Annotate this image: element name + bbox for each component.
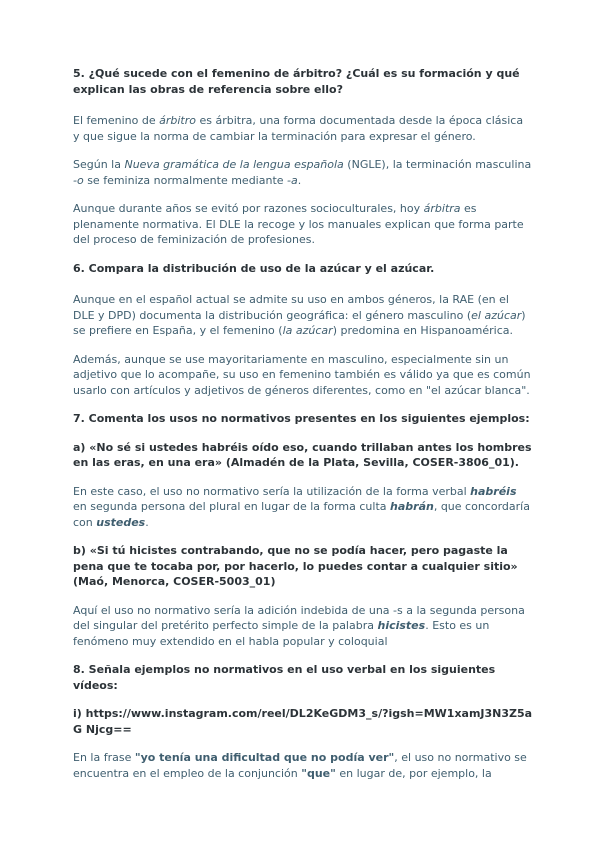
text: se feminiza normalmente mediante xyxy=(83,173,288,187)
answer-b xyxy=(73,603,533,650)
text: Aunque en el español actual se admite su uso en ambos géneros, la RAE (en el DLE y DPD) documenta la distribución geográfica: el género masculino ( xyxy=(73,293,509,322)
question-6-paragraph-1 xyxy=(73,292,533,339)
document-page xyxy=(73,66,533,781)
text: Aunque durante años se evitó por razones socioculturales, hoy xyxy=(73,202,424,215)
text: En este caso, el uso no normativo sería la utilización de la forma verbal xyxy=(73,484,471,498)
bold-italic-term: habréis xyxy=(470,484,517,498)
question-5-paragraph-1 xyxy=(73,113,533,144)
example-i-link[interactable]: i) https://www.instagram.com/reel/DL2KeGDM3_s/?igsh=MW1xamJ3N3Z5aG Njcg== xyxy=(73,707,533,736)
example-a: a) «No sé si ustedes habréis oído eso, cuando trillaban antes los hombres en las eras, en una era» (Almadén de la Plata, Sevilla, COSER-3806_01). xyxy=(73,440,532,469)
question-8-heading: 8. Señala ejemplos no normativos en el uso verbal en los siguientes vídeos: xyxy=(73,663,496,692)
italic-term: árbitra xyxy=(423,202,461,215)
bold-italic-term: ustedes xyxy=(96,515,146,529)
question-6-heading: 6. Compara la distribución de uso de la azúcar y el azúcar. xyxy=(73,261,435,275)
text: Según la xyxy=(73,158,125,171)
text: es plenamente normativa. El DLE la recoge y los manuales explican que forma parte del proceso de feminización de profesiones. xyxy=(73,202,524,246)
text: (NGLE), la terminación masculina xyxy=(343,158,532,171)
bold-quote: "yo tenía una dificultad que no podía ver" xyxy=(134,751,395,764)
text: es árbitra, una forma documentada desde la época clásica y que sigue la norma de cambiar la terminación para expresar el género. xyxy=(73,114,524,143)
text: en segunda persona del plural en lugar de la forma culta xyxy=(73,500,391,513)
text: El femenino de xyxy=(73,114,160,127)
question-5-paragraph-3 xyxy=(73,201,533,248)
italic-term: -o xyxy=(73,173,84,187)
text: , el uso no normativo se encuentra en el empleo de la conjunción xyxy=(73,751,527,780)
text: en lugar de, por ejemplo, la xyxy=(335,766,492,780)
bold-italic-term: habrán xyxy=(390,500,434,513)
text: . xyxy=(145,515,149,529)
italic-term: -a xyxy=(287,173,298,187)
text: ) se prefiere en España, y el femenino ( xyxy=(73,308,526,337)
bold-quote: "que" xyxy=(301,766,336,780)
answer-i xyxy=(73,750,533,781)
bold-italic-term: hicistes xyxy=(377,619,426,632)
answer-a xyxy=(73,484,533,531)
question-5-paragraph-2 xyxy=(73,157,533,188)
text: Aquí el uso no normativo sería la adición indebida de una -s a la segunda persona del singular del pretérito perfecto simple de la palabra xyxy=(73,603,525,632)
text: , que concordaría con xyxy=(73,500,530,529)
question-5-heading: 5. ¿Qué sucede con el femenino de árbitro? ¿Cuál es su formación y qué explican las obras de referencia sobre ello? xyxy=(73,67,520,96)
italic-term: la azúcar xyxy=(282,324,333,337)
italic-term: árbitro xyxy=(159,114,196,127)
text: . xyxy=(297,173,302,187)
example-b: b) «Si tú hicistes contrabando, que no se podía hacer, pero pagaste la pena que te tocaba por, por hacerlo, lo puedes contar a cualquier sitio» (Maó, Menorca, COSER-5003_01) xyxy=(73,544,518,588)
italic-term: el azúcar xyxy=(471,308,522,322)
text: En la frase xyxy=(73,751,135,764)
question-7-heading: 7. Comenta los usos no normativos presentes en los siguientes ejemplos: xyxy=(73,412,530,425)
italic-title: Nueva gramática de la lengua española xyxy=(124,158,344,171)
text: ) predomina en Hispanoamérica. xyxy=(332,324,514,337)
text: . Esto es un fenómeno muy extendido en el habla popular y coloquial xyxy=(73,619,490,648)
question-6-paragraph-2: Además, aunque se use mayoritariamente en masculino, especialmente sin un adjetivo que lo acompañe, su uso en femenino también es válido ya que es común usarlo con artículos y adjetivos de géneros diferentes, como en "el azúcar blanca". xyxy=(73,352,531,397)
